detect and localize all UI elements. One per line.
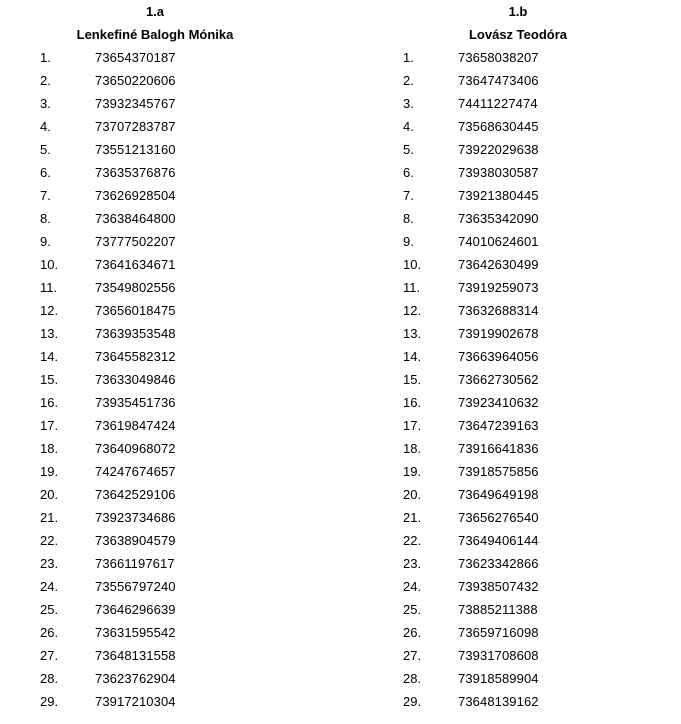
list-item (5, 92, 305, 115)
id-list (368, 46, 668, 713)
id-number: 73551213160 (95, 142, 176, 157)
id-number: 73556797240 (95, 579, 176, 594)
id-number: 73656276540 (458, 510, 539, 525)
id-number: 73638464800 (95, 211, 176, 226)
list-item (368, 644, 668, 667)
id-number: 73916641836 (458, 441, 539, 456)
id-number: 73885211388 (458, 602, 538, 617)
row-number: 28. (403, 671, 422, 686)
id-number: 73707283787 (95, 119, 176, 134)
teacher-name: Lovász Teodóra (468, 27, 567, 42)
list-item (5, 414, 305, 437)
row-number: 7. (403, 188, 414, 203)
id-number: 74411227474 (458, 96, 538, 111)
list-item (368, 207, 668, 230)
row-number: 14. (40, 349, 59, 364)
list-item (5, 322, 305, 345)
id-number: 73663964056 (458, 349, 539, 364)
id-number: 73917210304 (95, 694, 176, 709)
list-item (5, 621, 305, 644)
id-number: 73919902678 (458, 326, 539, 341)
id-number: 73623342866 (458, 556, 539, 571)
row-number: 4. (40, 119, 51, 134)
list-item (368, 230, 668, 253)
id-number: 73623762904 (95, 671, 176, 686)
list-item (368, 460, 668, 483)
row-number: 13. (40, 326, 59, 341)
row-number: 12. (403, 303, 422, 318)
id-number: 73649649198 (458, 487, 539, 502)
id-number: 73661197617 (95, 556, 175, 571)
list-item (368, 437, 668, 460)
id-number: 73931708608 (458, 648, 539, 663)
id-number: 73932345767 (95, 96, 176, 111)
list-item (5, 506, 305, 529)
list-item (368, 414, 668, 437)
list-item (5, 345, 305, 368)
id-number: 73648139162 (458, 694, 539, 709)
list-item (368, 299, 668, 322)
row-number: 13. (403, 326, 422, 341)
class-label: 1.b (508, 4, 528, 19)
id-number: 73923410632 (458, 395, 539, 410)
list-item (5, 184, 305, 207)
list-item (5, 644, 305, 667)
id-number: 73632688314 (458, 303, 539, 318)
row-number: 21. (403, 510, 422, 525)
row-number: 2. (403, 73, 414, 88)
row-number: 29. (403, 694, 422, 709)
id-number: 73922029638 (458, 142, 539, 157)
list-item (368, 506, 668, 529)
list-item (5, 437, 305, 460)
id-number: 73777502207 (95, 234, 176, 249)
row-number: 23. (40, 556, 59, 571)
list-item (5, 253, 305, 276)
row-number: 16. (40, 395, 59, 410)
row-number: 8. (40, 211, 51, 226)
id-number: 73649406144 (458, 533, 539, 548)
list-item (368, 598, 668, 621)
id-number: 73654370187 (95, 50, 176, 65)
row-number: 17. (40, 418, 59, 433)
row-number: 7. (40, 188, 51, 203)
list-item (368, 575, 668, 598)
id-number: 73646296639 (95, 602, 176, 617)
row-number: 11. (403, 280, 421, 295)
list-item (5, 483, 305, 506)
row-number: 6. (40, 165, 51, 180)
list-item (368, 621, 668, 644)
row-number: 17. (403, 418, 422, 433)
row-number: 20. (403, 487, 422, 502)
row-number: 6. (403, 165, 414, 180)
row-number: 1. (40, 50, 51, 65)
id-number: 73935451736 (95, 395, 176, 410)
list-item (368, 322, 668, 345)
id-number: 74010624601 (458, 234, 539, 249)
list-item (368, 92, 668, 115)
row-number: 26. (403, 625, 422, 640)
id-number: 73640968072 (95, 441, 176, 456)
list-item (368, 138, 668, 161)
row-number: 29. (40, 694, 59, 709)
id-number: 73642630499 (458, 257, 539, 272)
list-item (368, 391, 668, 414)
list-item (5, 460, 305, 483)
row-number: 21. (40, 510, 59, 525)
id-number: 73633049846 (95, 372, 176, 387)
id-number: 73662730562 (458, 372, 539, 387)
id-number: 73923734686 (95, 510, 176, 525)
id-number: 73639353548 (95, 326, 176, 341)
list-item (5, 230, 305, 253)
list-item (5, 207, 305, 230)
row-number: 24. (40, 579, 59, 594)
row-number: 10. (40, 257, 59, 272)
row-number: 18. (40, 441, 59, 456)
id-number: 73645582312 (95, 349, 176, 364)
list-item (5, 690, 305, 713)
id-number: 73626928504 (95, 188, 176, 203)
id-number: 73638904579 (95, 533, 176, 548)
row-number: 22. (40, 533, 59, 548)
list-item (5, 276, 305, 299)
row-number: 27. (40, 648, 59, 663)
list-item (368, 667, 668, 690)
row-number: 5. (40, 142, 51, 157)
row-number: 14. (403, 349, 422, 364)
row-number: 11. (40, 280, 58, 295)
row-number: 26. (40, 625, 59, 640)
row-number: 18. (403, 441, 422, 456)
id-number: 73938507432 (458, 579, 539, 594)
id-number: 73631595542 (95, 625, 176, 640)
row-number: 24. (403, 579, 422, 594)
list-item (368, 115, 668, 138)
list-item (5, 552, 305, 575)
list-item (368, 529, 668, 552)
row-number: 22. (403, 533, 422, 548)
row-number: 4. (403, 119, 414, 134)
class-column-1a (5, 0, 305, 713)
row-number: 12. (40, 303, 59, 318)
class-label: 1.a (145, 4, 165, 19)
row-number: 3. (403, 96, 414, 111)
id-number: 73656018475 (95, 303, 176, 318)
list-item (5, 138, 305, 161)
list-item (368, 368, 668, 391)
id-number: 73658038207 (458, 50, 539, 65)
teacher-name: Lenkefiné Balogh Mónika (76, 27, 234, 42)
id-number: 73648131558 (95, 648, 176, 663)
row-number: 1. (403, 50, 414, 65)
row-number: 20. (40, 487, 59, 502)
row-number: 25. (40, 602, 59, 617)
row-number: 27. (403, 648, 422, 663)
id-number: 73549802556 (95, 280, 176, 295)
list-item (5, 391, 305, 414)
row-number: 19. (403, 464, 422, 479)
id-number: 73568630445 (458, 119, 539, 134)
row-number: 9. (40, 234, 51, 249)
list-item (5, 667, 305, 690)
id-number: 73919259073 (458, 280, 539, 295)
id-number: 73619847424 (95, 418, 176, 433)
id-list (5, 46, 305, 713)
list-item (368, 552, 668, 575)
list-item (368, 69, 668, 92)
id-number: 74247674657 (95, 464, 176, 479)
list-item (5, 598, 305, 621)
id-number: 73921380445 (458, 188, 539, 203)
list-item (368, 253, 668, 276)
row-number: 10. (403, 257, 422, 272)
id-number: 73635376876 (95, 165, 176, 180)
list-item (5, 368, 305, 391)
row-number: 28. (40, 671, 59, 686)
row-number: 8. (403, 211, 414, 226)
row-number: 5. (403, 142, 414, 157)
row-number: 16. (403, 395, 422, 410)
id-number: 73642529106 (95, 487, 176, 502)
list-item (5, 529, 305, 552)
id-number: 73641634671 (95, 257, 176, 272)
row-number: 15. (403, 372, 422, 387)
id-number: 73918589904 (458, 671, 539, 686)
id-number: 73647473406 (458, 73, 539, 88)
list-item (5, 69, 305, 92)
row-number: 25. (403, 602, 422, 617)
row-number: 19. (40, 464, 59, 479)
list-item (5, 161, 305, 184)
list-item (368, 345, 668, 368)
id-number: 73650220606 (95, 73, 176, 88)
row-number: 3. (40, 96, 51, 111)
list-item (368, 184, 668, 207)
row-number: 15. (40, 372, 59, 387)
list-item (368, 46, 668, 69)
row-number: 9. (403, 234, 414, 249)
list-item (368, 690, 668, 713)
id-number: 73635342090 (458, 211, 539, 226)
id-number: 73918575856 (458, 464, 539, 479)
list-item (5, 115, 305, 138)
list-item (5, 46, 305, 69)
list-item (368, 276, 668, 299)
list-item (5, 299, 305, 322)
list-item (368, 161, 668, 184)
class-column-1b (368, 0, 668, 713)
row-number: 23. (403, 556, 422, 571)
list-item (368, 483, 668, 506)
row-number: 2. (40, 73, 51, 88)
list-item (5, 575, 305, 598)
id-number: 73938030587 (458, 165, 539, 180)
id-number: 73659716098 (458, 625, 539, 640)
id-number: 73647239163 (458, 418, 539, 433)
